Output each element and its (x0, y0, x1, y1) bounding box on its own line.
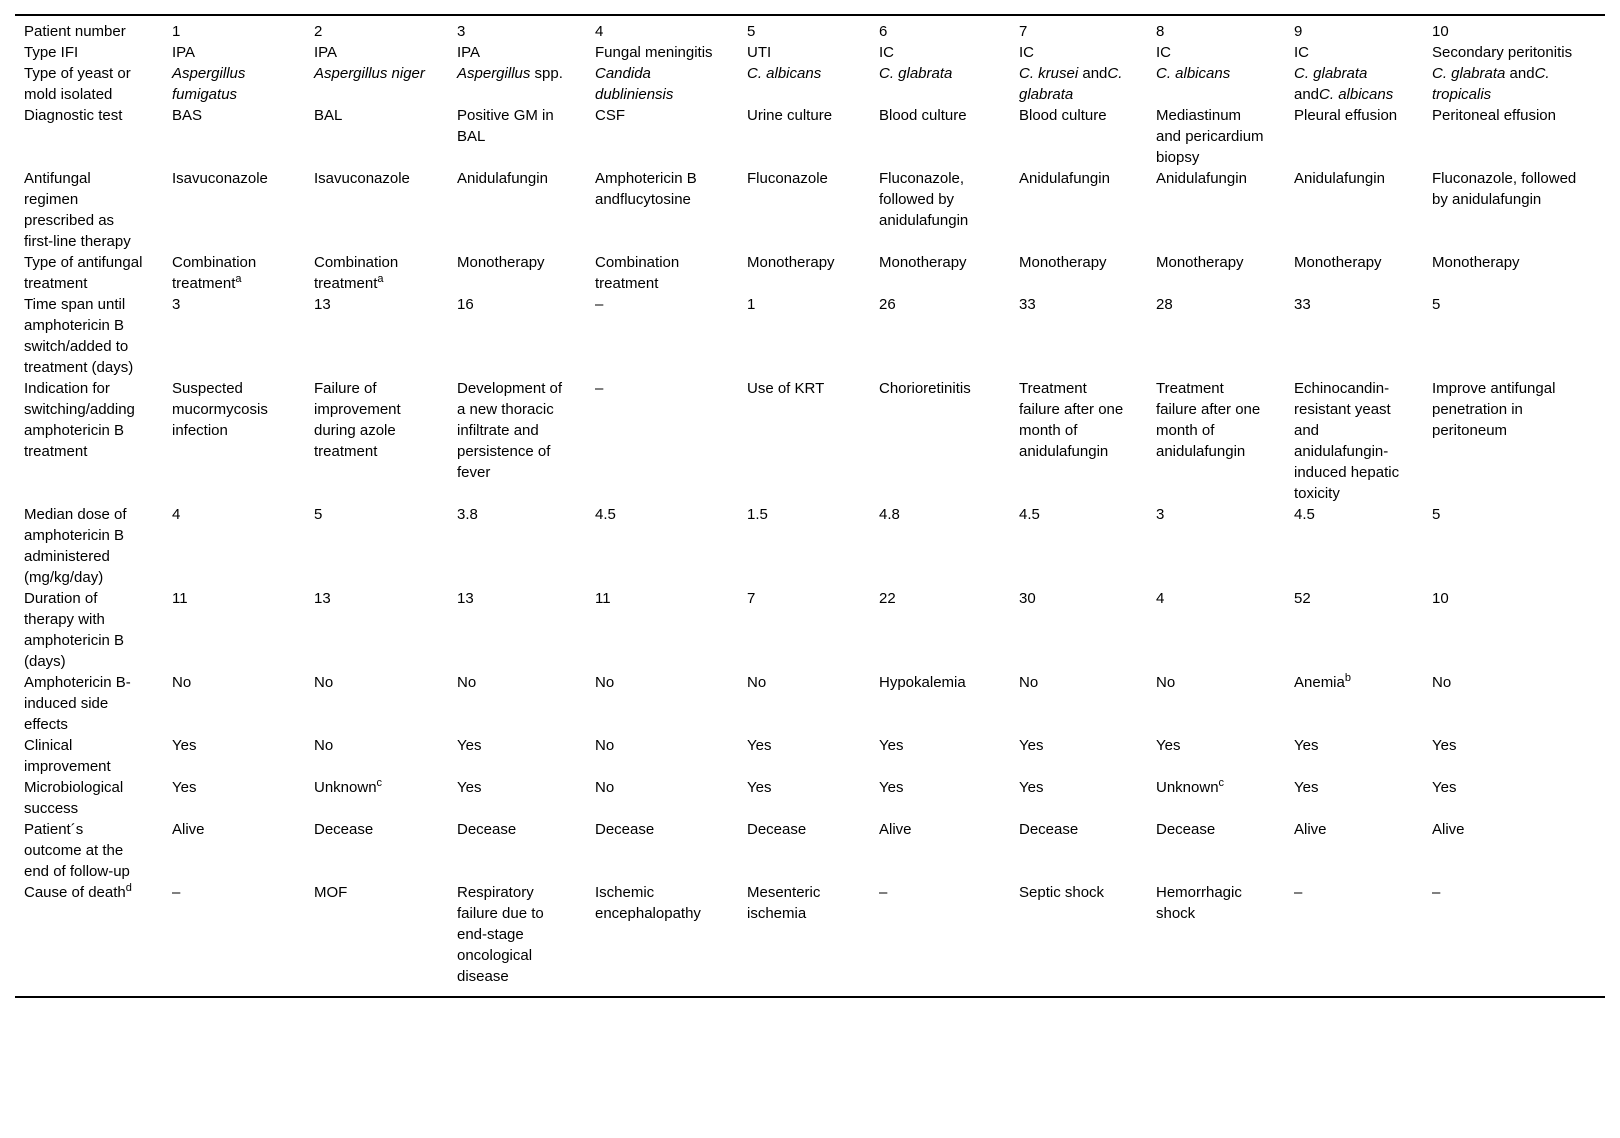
table-row (15, 252, 1605, 294)
table-cell: 1.5 (747, 506, 768, 523)
table-cell: Decease (747, 821, 807, 838)
table-cell: IC (1156, 44, 1171, 61)
table-cell: Septic shock (1019, 884, 1105, 901)
table-cell: Secondary peritonitis (1432, 44, 1573, 61)
table-cell: Isavuconazole (172, 170, 268, 187)
table-cell: Combination treatment$^a$ (172, 254, 257, 292)
table-cell: 13 (457, 590, 474, 607)
table-cell: Fluconazole, followed by anidulafungin (1432, 170, 1577, 208)
table-cell: Urine culture (747, 107, 833, 124)
table-cell: 33 (1294, 296, 1311, 313)
table-row (15, 504, 1605, 588)
table-cell: 52 (1294, 590, 1311, 607)
table-cell: 11 (595, 590, 611, 607)
table-cell: Yes (1156, 737, 1181, 754)
table-cell: 28 (1156, 296, 1173, 313)
table-cell: Positive GM in BAL (457, 107, 554, 145)
table-cell: C. albicans (1156, 65, 1231, 82)
table-cell: Development of a new thoracic infiltrate and persistence of fever (457, 380, 563, 481)
table-cell: Aspergillus spp. (457, 65, 563, 82)
table-cell: Combination treatment (595, 254, 680, 292)
table-cell: Unknown$^c$ (1156, 777, 1225, 796)
table-cell: Alive (1432, 821, 1465, 838)
table-cell: Yes (172, 737, 197, 754)
table-cell: No (314, 737, 334, 754)
row-label: Amphotericin B-induced side effects (24, 674, 131, 733)
table-cell: C. glabrata (879, 65, 953, 82)
table-cell: Monotherapy (1432, 254, 1520, 271)
table-row (15, 294, 1605, 378)
table-row (15, 588, 1605, 672)
table-cell: Monotherapy (1294, 254, 1382, 271)
table-cell: Monotherapy (457, 254, 545, 271)
table-cell: – (595, 380, 604, 397)
table-cell: Decease (1156, 821, 1216, 838)
row-label: Type of yeast or mold isolated (24, 65, 131, 103)
table-cell: Blood culture (1019, 107, 1107, 124)
table-cell: C. glabrata andC. tropicalis (1432, 65, 1550, 103)
table-cell: Treatment failure after one month of anidulafungin (1019, 380, 1124, 460)
table-cell: C. albicans (747, 65, 822, 82)
table-cell: No (457, 674, 477, 691)
table-cell: Isavuconazole (314, 170, 410, 187)
table-cell: Candida dubliniensis (595, 65, 674, 103)
table-cell: Hypokalemia (879, 674, 966, 691)
table-cell: 9 (1294, 23, 1303, 40)
table-cell: Decease (595, 821, 655, 838)
table-cell: 5 (1432, 506, 1441, 523)
table-cell: Amphotericin B andflucytosine (595, 170, 697, 208)
table-cell: Unknown$^c$ (314, 777, 383, 796)
table-cell: Yes (1294, 737, 1319, 754)
table-cell: 3 (1156, 506, 1165, 523)
table-cell: IC (1294, 44, 1309, 61)
table-body (15, 15, 1605, 997)
table-cell: 10 (1432, 590, 1449, 607)
table-cell: No (1156, 674, 1176, 691)
table-cell: Yes (457, 737, 482, 754)
table-cell: Alive (1294, 821, 1327, 838)
table-cell: – (1432, 884, 1441, 901)
row-label: Type IFI (24, 44, 79, 61)
table-row (15, 168, 1605, 252)
table-cell: Echinocandin-resistant yeast and anidulafungin-induced hepatic toxicity (1294, 380, 1400, 502)
table-cell: 11 (172, 590, 188, 607)
table-cell: Decease (314, 821, 374, 838)
table-cell: No (1432, 674, 1452, 691)
table-cell: Combination treatment$^a$ (314, 254, 399, 292)
table-cell: Improve antifungal penetration in peritoneum (1432, 380, 1556, 439)
table-cell: 4 (595, 23, 604, 40)
table-cell: – (879, 884, 888, 901)
table-cell: No (1019, 674, 1039, 691)
table-cell: UTI (747, 44, 772, 61)
table-cell: Monotherapy (1019, 254, 1107, 271)
table-cell: C. glabrata andC. albicans (1294, 65, 1394, 103)
row-label: Antifungal regimen prescribed as first-line therapy (24, 170, 131, 250)
table-cell: 10 (1432, 23, 1449, 40)
table-cell: Alive (879, 821, 912, 838)
table-cell: No (172, 674, 192, 691)
patient-cases-table (15, 14, 1605, 998)
table-cell: 7 (1019, 23, 1028, 40)
row-label: Duration of therapy with amphotericin B (days) (24, 590, 125, 670)
table-cell: Yes (879, 779, 904, 796)
row-label: Clinical improvement (24, 737, 111, 775)
table-cell: IPA (172, 44, 196, 61)
table-cell: C. krusei andC. glabrata (1019, 65, 1123, 103)
table-cell: Respiratory failure due to end-stage oncological disease (457, 884, 544, 985)
table-cell: BAL (314, 107, 343, 124)
table-cell: Chorioretinitis (879, 380, 971, 397)
table-cell: – (172, 884, 181, 901)
table-cell: Yes (1294, 779, 1319, 796)
table-cell: Monotherapy (1156, 254, 1244, 271)
table-row (15, 42, 1605, 63)
table-cell: No (314, 674, 334, 691)
table-row (15, 378, 1605, 504)
row-label: Cause of death$^d$ (24, 882, 132, 901)
table-cell: Yes (1432, 737, 1457, 754)
table-cell: Peritoneal effusion (1432, 107, 1556, 124)
table-cell: Yes (747, 737, 772, 754)
table-cell: Ischemic encephalopathy (595, 884, 701, 922)
table-cell: 16 (457, 296, 474, 313)
row-label: Diagnostic test (24, 107, 123, 124)
table-cell: 4 (1156, 590, 1165, 607)
table-cell: Alive (172, 821, 205, 838)
table-cell: 5 (747, 23, 756, 40)
table-cell: 22 (879, 590, 896, 607)
table-cell: 4.5 (595, 506, 616, 523)
table-cell: No (595, 674, 615, 691)
table-cell: – (1294, 884, 1303, 901)
table-cell: Yes (1019, 779, 1044, 796)
table-row (15, 105, 1605, 168)
table-cell: MOF (314, 884, 348, 901)
table-cell: Pleural effusion (1294, 107, 1398, 124)
table-cell: Failure of improvement during azole treatment (314, 380, 401, 460)
table-cell: Mediastinum and pericardium biopsy (1156, 107, 1264, 166)
table-cell: Fluconazole (747, 170, 828, 187)
table-cell: Treatment failure after one month of anidulafungin (1156, 380, 1261, 460)
table-row (15, 15, 1605, 42)
table-cell: IPA (314, 44, 338, 61)
table-cell: Anidulafungin (457, 170, 548, 187)
table-cell: 4.5 (1019, 506, 1040, 523)
row-label: Patient number (24, 23, 126, 40)
table-cell: 1 (172, 23, 181, 40)
table-cell: Yes (879, 737, 904, 754)
table-cell: 4 (172, 506, 181, 523)
table-cell: Anemia$^b$ (1294, 672, 1351, 691)
table-cell: 1 (747, 296, 756, 313)
table-row (15, 63, 1605, 105)
table-cell: – (595, 296, 604, 313)
table-cell: Fungal meningitis (595, 44, 713, 61)
table-cell: Hemorrhagic shock (1156, 884, 1242, 922)
table-cell: 3 (172, 296, 181, 313)
row-label: Indication for switching/adding amphotericin B treatment (24, 380, 135, 460)
table-cell: IC (1019, 44, 1034, 61)
table-cell: Monotherapy (747, 254, 835, 271)
table-cell: Decease (457, 821, 517, 838)
row-label: Median dose of amphotericin B administered (mg/kg/day) (24, 506, 127, 586)
table-row (15, 777, 1605, 819)
table-cell: Yes (172, 779, 197, 796)
table-cell: Yes (747, 779, 772, 796)
table-cell: Aspergillus fumigatus (172, 65, 246, 103)
row-label: Time span until amphotericin B switch/added to treatment (days) (24, 296, 134, 376)
table-cell: 3 (457, 23, 466, 40)
table-cell: 33 (1019, 296, 1036, 313)
table-cell: IPA (457, 44, 481, 61)
row-label: Patient´s outcome at the end of follow-up (24, 821, 130, 880)
table-row (15, 735, 1605, 777)
table-row (15, 672, 1605, 735)
table-cell: 7 (747, 590, 756, 607)
table-cell: Yes (1019, 737, 1044, 754)
table-cell: BAS (172, 107, 203, 124)
table-cell: 30 (1019, 590, 1036, 607)
table-cell: Use of KRT (747, 380, 825, 397)
row-label: Microbiological success (24, 779, 124, 817)
table-cell: 13 (314, 296, 331, 313)
table-cell: 2 (314, 23, 323, 40)
table-cell: 6 (879, 23, 888, 40)
table-cell: 26 (879, 296, 896, 313)
table-cell: Suspected mucormycosis infection (172, 380, 268, 439)
table-cell: Yes (457, 779, 482, 796)
table-cell: 3.8 (457, 506, 478, 523)
table-cell: Fluconazole, followed by anidulafungin (879, 170, 969, 229)
table-cell: Decease (1019, 821, 1079, 838)
table-cell: 4.8 (879, 506, 900, 523)
table-cell: Mesenteric ischemia (747, 884, 821, 922)
table-cell: 5 (1432, 296, 1441, 313)
table-cell: 4.5 (1294, 506, 1315, 523)
table-cell: 13 (314, 590, 331, 607)
table-cell: IC (879, 44, 894, 61)
table-cell: Aspergillus niger (314, 65, 425, 82)
table-cell: Anidulafungin (1156, 170, 1247, 187)
table-row (15, 882, 1605, 997)
table-cell: No (747, 674, 767, 691)
table-row (15, 819, 1605, 882)
table-cell: 8 (1156, 23, 1165, 40)
table-cell: Blood culture (879, 107, 967, 124)
table-cell: CSF (595, 107, 625, 124)
table-cell: Anidulafungin (1294, 170, 1385, 187)
table-cell: No (595, 779, 615, 796)
table-cell: Anidulafungin (1019, 170, 1110, 187)
row-label: Type of antifungal treatment (24, 254, 143, 292)
table-cell: Monotherapy (879, 254, 967, 271)
table-cell: No (595, 737, 615, 754)
table-cell: 5 (314, 506, 323, 523)
table-cell: Yes (1432, 779, 1457, 796)
